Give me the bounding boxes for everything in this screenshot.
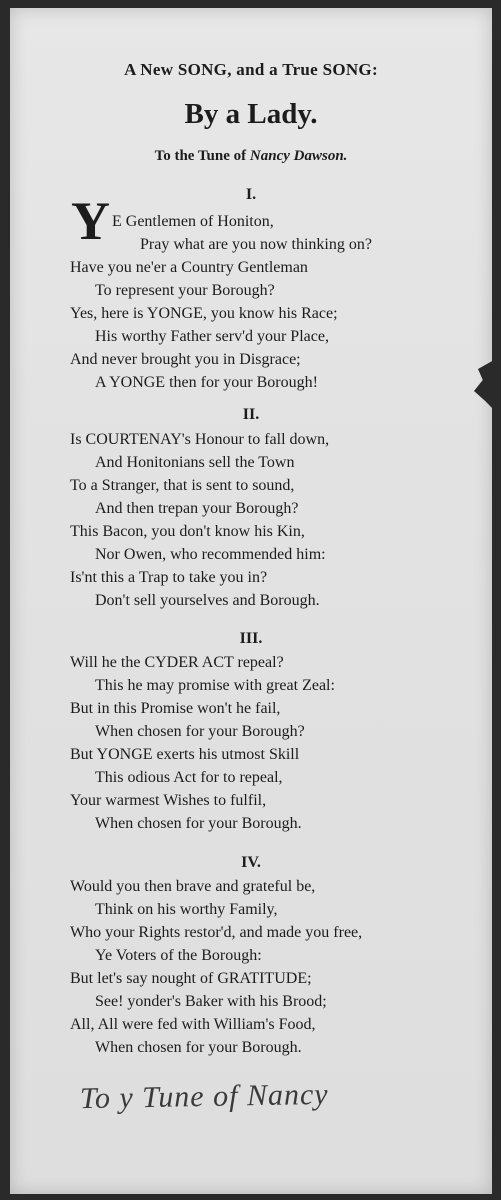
stanza-number: I. [245, 186, 257, 203]
verse-line: Will he the CYDER ACT repeal? [70, 654, 284, 671]
verse-line: But let's say nought of GRATITUDE; [70, 970, 312, 987]
verse-line: Pray what are you now thinking on? [140, 236, 372, 253]
verse-line: Think on his worthy Family, [95, 901, 278, 918]
verse-line: Ye Voters of the Borough: [95, 947, 262, 964]
verse-line: Is'nt this a Trap to take you in? [70, 569, 268, 586]
tune-prefix: To the Tune of [154, 148, 247, 164]
verse-line: When chosen for your Borough? [95, 723, 305, 740]
stanza-number: IV. [241, 854, 261, 871]
verse-line: This Bacon, you don't know his Kin, [70, 523, 305, 540]
verse-line: Is COURTENAY's Honour to fall down, [70, 431, 330, 448]
verse-line: When chosen for your Borough. [95, 1039, 302, 1056]
song-title: A New SONG, and a True SONG: [124, 60, 378, 79]
handwritten-note: To y Tune of Nancy [79, 1077, 329, 1116]
verse-line: A YONGE then for your Borough! [95, 374, 318, 391]
verse-line: But in this Promise won't he fail, [70, 700, 281, 717]
author-line: By a Lady. [184, 98, 318, 130]
broadside-sheet [10, 8, 492, 1194]
verse-line: Your warmest Wishes to fulfil, [70, 792, 267, 809]
tune-line [10, 148, 492, 165]
verse-line: To represent your Borough? [95, 282, 275, 299]
verse-line: His worthy Father serv'd your Place, [95, 328, 329, 345]
verse-line: All, All were fed with William's Food, [70, 1016, 316, 1033]
stanza-number: II. [242, 406, 260, 423]
verse-line: This odious Act for to repeal, [95, 769, 283, 786]
verse-line: Have you ne'er a Country Gentleman [70, 259, 308, 276]
verse-line: But YONGE exerts his utmost Skill [70, 746, 300, 763]
verse-line: Don't sell yourselves and Borough. [95, 592, 320, 609]
verse-line: Would you then brave and grateful be, [70, 878, 316, 895]
verse-line: And never brought you in Disgrace; [70, 351, 301, 368]
verse-line: This he may promise with great Zeal: [95, 677, 335, 694]
verse-line: See! yonder's Baker with his Brood; [95, 993, 327, 1010]
verse-line: Yes, here is YONGE, you know his Race; [70, 305, 338, 322]
stanza-number: III. [239, 630, 263, 647]
verse-line: Who your Rights restor'd, and made you free, [70, 924, 363, 941]
verse-line: And then trepan your Borough? [95, 500, 299, 517]
verse-line: E Gentlemen of Honiton, [112, 213, 274, 230]
verse-line: When chosen for your Borough. [95, 815, 302, 832]
verse-line: And Honitonians sell the Town [95, 454, 295, 471]
verse-line: To a Stranger, that is sent to sound, [70, 477, 295, 494]
drop-cap: Y [71, 191, 110, 251]
torn-edge [454, 360, 494, 410]
tune-name: Nancy Dawson. [249, 148, 348, 164]
verse-line: Nor Owen, who recommended him: [95, 546, 326, 563]
